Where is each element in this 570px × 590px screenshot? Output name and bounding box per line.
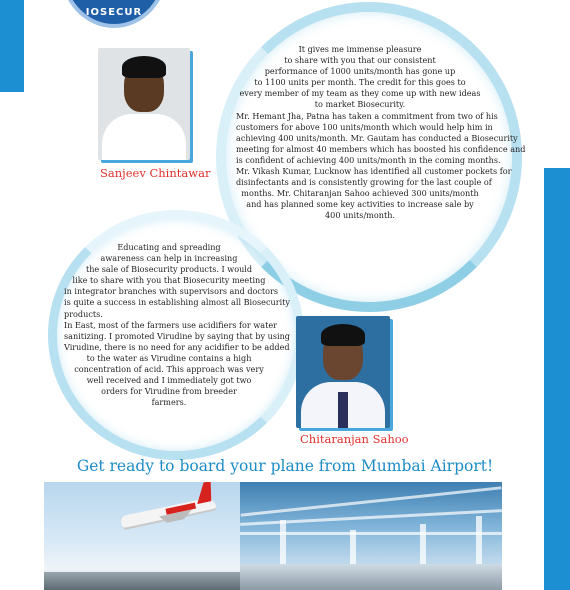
message-line: meeting for almost 40 members which has boosted his confidence and — [236, 143, 526, 154]
person-name-sanjeev: Sanjeev Chintawar — [100, 166, 211, 180]
left-accent-bar — [0, 0, 24, 92]
message-line: in integrator branches with supervisors and doctors — [64, 286, 279, 297]
hair-shape — [321, 324, 365, 346]
message-line: Mr. Hemant Jha, Patna has taken a commitment from two of his — [236, 110, 498, 121]
airport-headline: Get ready to board your plane from Mumbai Airport! — [76, 457, 494, 475]
message-line: to share with you that our consistent — [284, 55, 436, 66]
terminal-floor — [240, 564, 502, 590]
message-line: performance of 1000 units/month has gone up — [264, 66, 456, 77]
biosecurity-logo — [60, 0, 168, 28]
message-line: concentration of acid. This approach was very — [74, 364, 264, 375]
message-sanjeev — [236, 44, 526, 222]
message-line: orders for Virudine from breeder — [101, 386, 237, 397]
runway-ground — [44, 572, 244, 590]
message-line: It gives me immense pleasure — [298, 44, 422, 54]
message-line: Educating and spreading — [117, 242, 221, 252]
message-line: sanitizing. I promoted Virudine by saying that by using — [64, 330, 290, 341]
message-line: farmers. — [151, 397, 187, 408]
message-line: the sale of Biosecurity products. I would — [85, 264, 253, 275]
message-line: is quite a success in establishing almost all Biosecurity — [64, 297, 290, 308]
hair-shape — [122, 56, 166, 78]
photo-chitaranjan — [296, 316, 390, 428]
message-line: is confident of achieving 400 units/month in the coming months. — [236, 154, 501, 165]
message-line: products. — [64, 308, 103, 319]
right-accent-bar — [544, 168, 570, 590]
photo-sanjeev — [98, 48, 190, 160]
message-line: like to share with you that Biosecurity meeting — [72, 275, 266, 286]
message-line: Mr. Vikash Kumar, Lucknow has identified all customer pockets for — [236, 166, 512, 177]
message-line: 400 units/month. — [325, 210, 395, 221]
message-chitaranjan — [64, 242, 290, 408]
tie-shape — [338, 392, 348, 428]
person-name-chitaranjan: Chitaranjan Sahoo — [300, 432, 409, 446]
message-line: achieving 400 units/month. Mr. Gautam has conducted a Biosecurity — [236, 132, 518, 143]
message-line: to market Biosecurity. — [314, 99, 406, 110]
message-line: awareness can help in increasing — [100, 253, 238, 264]
logo-text: IOSECUR — [85, 7, 143, 18]
message-line: every member of my team as they come up with new ideas — [239, 88, 481, 99]
message-line: Virudine, there is no need for any acidifier to be added — [64, 341, 290, 352]
message-line: and has planned some key activities to increase sale by — [246, 199, 474, 210]
message-line: to the water as Virudine contains a high — [86, 352, 252, 363]
message-line: disinfectants and is consistently growing for the last couple of — [236, 177, 492, 188]
message-line: to 1100 units per month. The credit for this goes to — [254, 77, 466, 88]
message-line: well received and I immediately got two — [86, 375, 252, 386]
shirt-shape — [102, 114, 186, 160]
airport-banner — [44, 482, 502, 590]
message-line: customers for above 100 units/month which would help him in — [236, 121, 493, 132]
message-line: In East, most of the farmers use acidifiers for water — [64, 319, 278, 330]
message-line: months. Mr. Chitaranjan Sahoo achieved 300 units/month — [241, 188, 479, 199]
